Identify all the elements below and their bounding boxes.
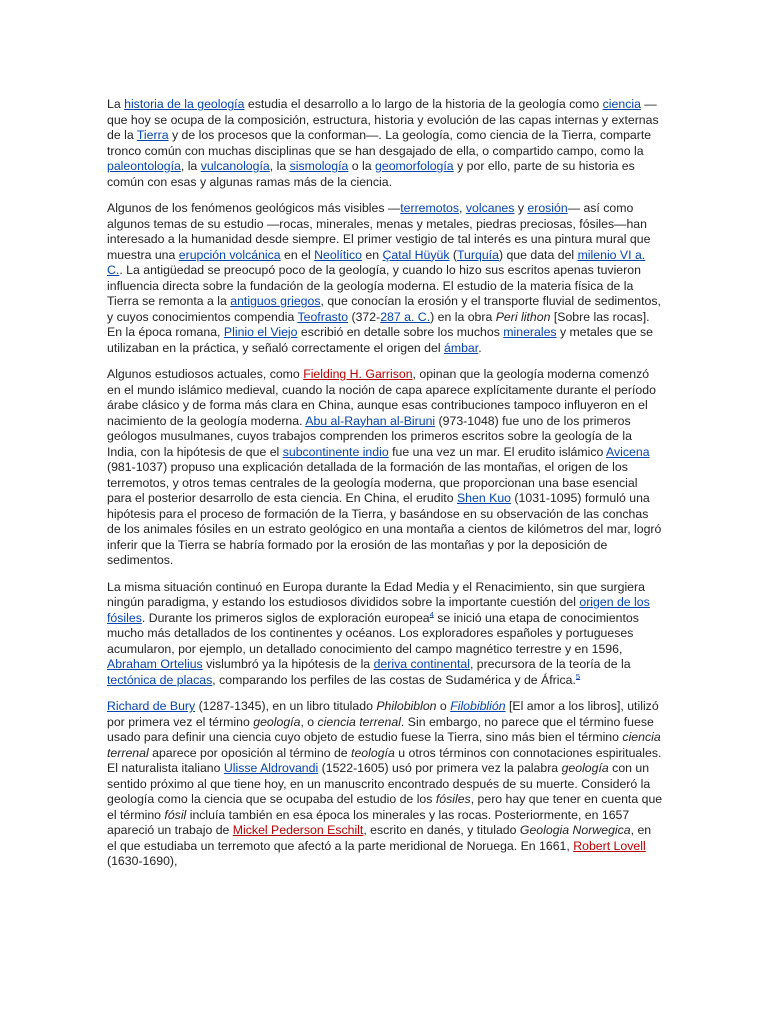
italic-text: Geologia Norwegica [519,823,631,837]
text-run: [El amor a los libros], utilizó por primera vez el término [107,699,659,729]
article-link[interactable]: Ulisse Aldrovandi [223,761,319,775]
italic-text: Peri lithon [495,309,551,324]
article-link[interactable]: vulcanología [200,159,270,173]
article-link[interactable]: tectónica de placas [107,672,213,687]
text-run: , pero hay que tener en cuenta que el término [107,792,663,822]
text-run: (1522-1605) usó por primera vez la palabra [318,761,562,775]
text-run: , que conocían la erosión y el transporte fluvial de sedimentos, y cuyos conocimientos compendia [107,294,661,324]
article-link[interactable]: minerales [503,325,557,339]
text-run: . La antigüedad se preocupó poco de la geología, y cuando lo hizo sus escritos apenas tuvieron influencia directa sobre la fundación de la geología moderna. El estudio de la materia física de la Tierra se remonta a la [107,263,641,308]
paragraph-1 [107,97,664,190]
italic-text: Philobiblon [376,699,437,713]
article-link[interactable]: ámbar [444,340,479,355]
text-run: aparece por oposición al término de [148,745,352,760]
article-link[interactable]: Richard de Bury [107,699,196,713]
text-run: La [107,97,125,111]
text-run: y [514,201,528,215]
article-link[interactable]: historia de la geología [124,97,245,111]
text-run: fue una vez un mar. El erudito islámico [388,444,607,459]
italic-text: geología [253,714,301,729]
text-run: . Durante los primeros siglos de exploración europea [141,610,430,625]
article-link[interactable]: Turquía [457,247,499,262]
text-run: , la [269,159,290,173]
footnote-ref[interactable]: 4 [429,609,434,619]
text-run: u otros términos con connotaciones espirituales. El naturalista italiano [107,745,662,775]
text-run: Algunos estudiosos actuales, como [107,367,304,381]
article-link[interactable]: origen de los fósiles [107,595,650,625]
text-run: . [478,340,482,355]
text-run: , o [300,714,318,729]
text-run: . Sin embargo, no parece que el término fuese usado para definir una ciencia cuyo objeto de estudio fuese la Tierra, sino más bien el término [107,714,654,744]
article-link[interactable]: deriva continental [373,657,470,671]
text-run: en el [280,247,315,262]
text-run: (372- [348,309,381,324]
article-link[interactable]: paleontología [107,159,181,173]
text-run: Algunos de los fenómenos geológicos más visibles — [107,201,401,215]
italic-text: geología [561,761,609,775]
text-run: , la [180,159,201,173]
article-link[interactable]: volcanes [465,201,515,215]
text-run: (1287-1345), en un libro titulado [195,699,377,713]
article-link[interactable]: Plinio el Viejo [223,325,298,339]
text-run: [Sobre las rocas]. En la época romana, [107,309,650,339]
italic-text: teología [351,745,395,760]
text-run: con un sentido próximo al que tiene hoy, en un manuscrito encontrado después de su muerte. Consideró la geología como la ciencia que se ocupaba del estudio de los [107,761,651,806]
article-link[interactable]: terremotos [400,201,460,215]
text-run: y por ello, parte de su historia es común con esas y algunas ramas más de la ciencia. [107,159,635,189]
text-run: vislumbró ya la hipótesis de la [202,657,374,671]
article-link[interactable]: Teofrasto [297,309,349,324]
text-run: ( [449,247,457,262]
italic-text: fósil [164,807,187,822]
text-run: estudia el desarrollo a lo largo de la historia de la geología como [244,97,603,111]
paragraph-5 [107,699,664,870]
text-run: —que hoy se ocupa de la composición, estructura, historia y evolución de las capas internas y externas de la [107,97,659,142]
article-link[interactable]: erosión [527,201,568,215]
paragraph-4 [107,580,664,689]
text-run: en [361,247,383,262]
article-link[interactable]: Neolítico [314,247,362,262]
text-run: (1031-1095) formuló una hipótesis para el proceso de formación de la Tierra, y basándose en su observación de las conchas de los animales fósiles en un estrato geológico en una montaña a cientos de kilómetros del mar, logró inferir que la Tierra se habría formado por la erosión de las montañas y por la deposición de sedimentos. [107,491,662,567]
article-link[interactable]: subcontinente indio [282,444,389,459]
text-run: La misma situación continuó en Europa durante la Edad Media y el Renacimiento, sin que surgiera ningún paradigma, y estando los estudiosos divididos sobre la importante cuestión del [107,579,645,609]
text-run: ) que data del [498,247,578,262]
footnote-sup [576,671,580,680]
italic-text: ciencia terrenal [317,714,401,729]
article-link[interactable]: Avicena [606,444,650,459]
italic-text: ciencia terrenal [107,730,661,760]
article-link[interactable]: 287 a. C. [380,309,431,324]
text-run: (973-1048) fue uno de los primeros geólogos musulmanes, cuyos trabajos comprenden los primeros escritos sobre la geología de la India, con la hipótesis de que el [107,413,632,459]
article-link[interactable]: Abraham Ortelius [107,657,203,671]
article-link[interactable]: Abu al-Rayhan al-Biruni [305,413,436,428]
text-run: se inició una etapa de conocimientos mucho más detallados de los continentes y océanos. Los exploradores españoles y portugueses acumularon, por ejemplo, un detallado conocimiento del campo magnético terrestre y en 1596, [107,610,639,656]
article-link[interactable]: geomorfología [375,159,454,173]
text-run: y de los procesos que la conforman—. La geología, como ciencia de la Tierra, comparte tronco común con muchas disciplinas que se han desgajado de ella, o compartido campo, como la [107,128,652,158]
text-run: , precursora de la teoría de la [469,657,631,671]
missing-article-link[interactable]: Fielding H. Garrison [303,367,413,381]
article-link[interactable]: sismología [289,159,349,173]
article-link[interactable]: milenio VI a. C. [107,247,646,277]
article-link[interactable]: Shen Kuo [456,491,511,505]
article-link[interactable]: erupción volcánica [178,247,281,262]
article-link[interactable]: Tierra [136,128,169,142]
article-link[interactable]: Çatal Hüyük [382,247,450,262]
text-run: , en el que estudiaba un terremoto que afectó a la parte meridional de Noruega. En 1661, [107,823,652,853]
text-run: incluía también en esa época los minerales y las rocas. Posteriormente, en 1657 apareció un trabajo de [107,807,630,837]
text-run: (1630-1690), [107,854,178,868]
text-run: o la [348,159,376,173]
text-run: — así como algunos temas de su estudio —rocas, minerales, menas y metales, piedras preciosas, fósiles—han interesado a la humanidad desde siempre. El primer vestigio de tal interés es una pintura mural que muestra una [107,201,651,262]
article-body [107,97,664,881]
text-run: , [459,201,466,215]
footnote-ref[interactable]: 5 [575,671,581,681]
article-link[interactable]: antiguos griegos [230,294,321,308]
text-run: , escrito en danés, y titulado [363,823,520,837]
paragraph-2 [107,201,664,356]
text-run: ) en la obra [430,309,496,324]
article-link[interactable]: ciencia [602,97,641,111]
article-link[interactable]: Filobiblión [450,699,506,713]
paragraph-3 [107,367,664,569]
text-run: , comparando los perfiles de las costas de Sudamérica y de África. [212,672,576,687]
missing-article-link[interactable]: Robert Lovell [573,838,646,853]
italic-text: fósiles [435,792,471,806]
text-run: o [436,699,451,713]
missing-article-link[interactable]: Mickel Pederson Eschilt [232,823,364,837]
text-run: , opinan que la geología moderna comenzó en el mundo islámico medieval, cuando la noción de capa aparece explícitamente durante el período árabe clásico y de forma más clara en China, aunque esas contribuciones tampoco influyeron en el nacimiento de la geología moderna. [107,367,656,428]
text-run: (981-1037) propuso una explicación detallada de la formación de las montañas, el origen de los terremotos, y otros temas centrales de la geología moderna, que proporcionan una base esencial para el posterior desarrollo de esta ciencia. En China, el erudito [107,460,638,505]
text-run: y metales que se utilizaban en la práctica, y señaló correctamente el origen del [107,325,653,355]
text-run: escribió en detalle sobre los muchos [297,325,504,339]
